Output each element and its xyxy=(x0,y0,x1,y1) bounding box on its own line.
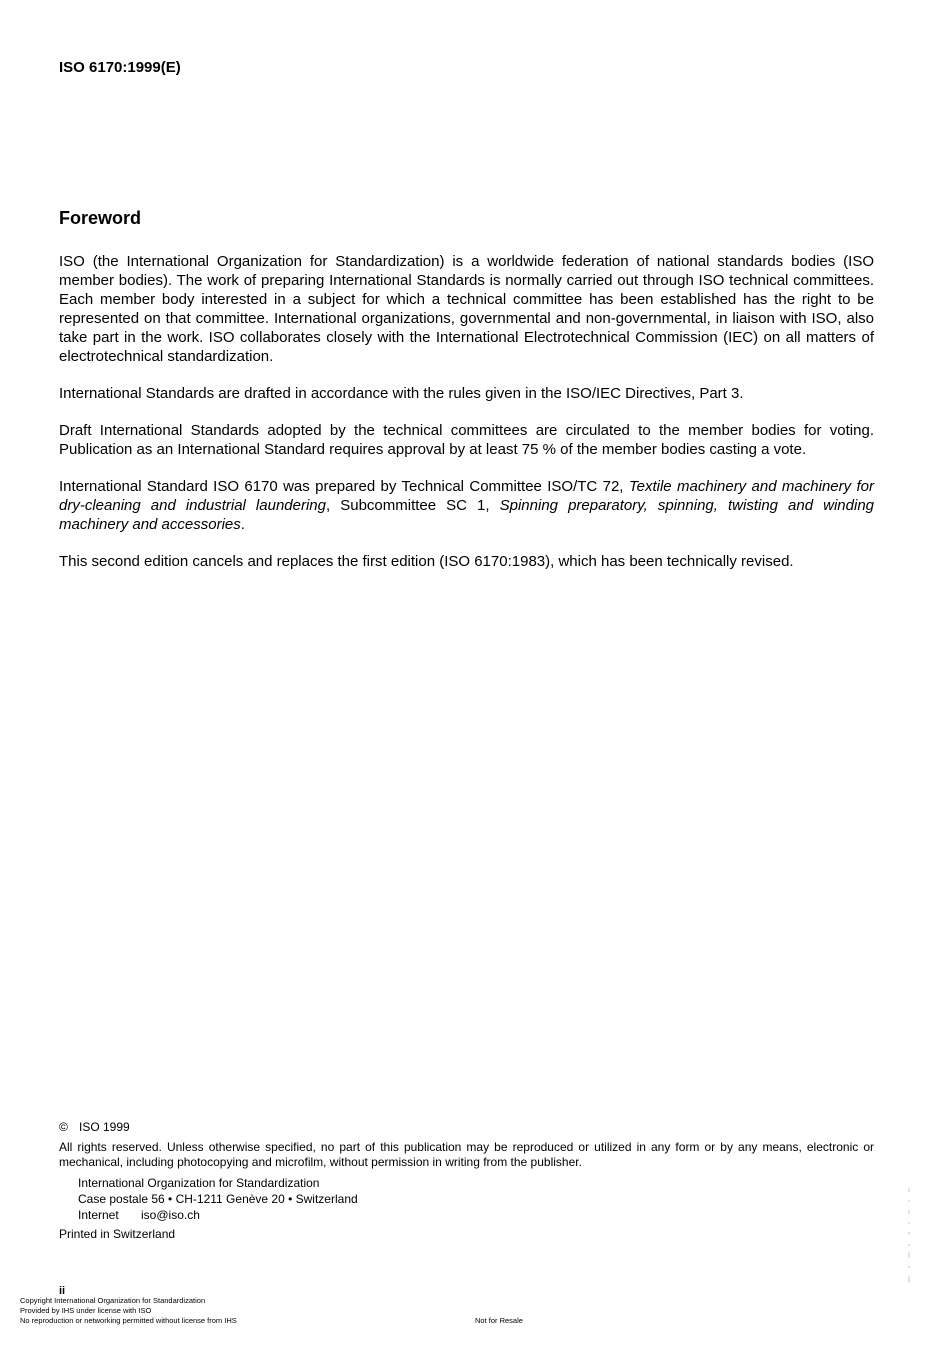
footer-line-3: No reproduction or networking permitted without license from IHS xyxy=(20,1316,237,1325)
copyright-text: ISO 1999 xyxy=(79,1120,130,1134)
rights-notice: All rights reserved. Unless otherwise specified, no part of this publication may be reproduced or utilized in any form or by any means, electronic or mechanical, including photocopying and microfilm, without permission in writing from the publisher. xyxy=(59,1140,874,1169)
footer-line-1: Copyright International Organization for Standardization xyxy=(20,1296,206,1305)
publisher-address xyxy=(78,1175,874,1223)
foreword-paragraph-5: This second edition cancels and replaces the first edition (ISO 6170:1983), which has been technically revised. xyxy=(59,553,794,570)
not-for-resale: Not for Resale xyxy=(475,1316,523,1325)
internet-label: Internet xyxy=(78,1208,119,1222)
foreword-paragraph-3: Draft International Standards adopted by the technical committees are circulated to the member bodies for voting. Publication as an International Standard requires approval by at least 75 % of the member bodies casting a vote. xyxy=(59,422,874,458)
copyright-line xyxy=(59,1120,874,1135)
footer-line-2: Provided by IHS under license with ISO xyxy=(20,1306,152,1315)
foreword-paragraph-1: ISO (the International Organization for Standardization) is a worldwide federation of national standards bodies (ISO member bodies). The work of preparing International Standards is normally carried out through ISO technical committees. Each member body interested in a subject for which a technical committee has been established has the right to be represented on that committee. International organizations, governmental and non-governmental, in liaison with ISO, also take part in the work. ISO collaborates closely with the International Electrotechnical Commission (IEC) on all matters of electrotechnical standardization. xyxy=(59,253,874,365)
page-number: ii xyxy=(59,1285,66,1297)
edge-watermark-marks xyxy=(906,1188,912,1284)
printed-in: Printed in Switzerland xyxy=(59,1227,176,1241)
subcommittee-title: Spinning preparatory, spinning, twisting and winding machinery and accessories xyxy=(59,497,875,533)
internet-email: iso@iso.ch xyxy=(141,1208,200,1222)
license-footer xyxy=(20,1296,237,1326)
address-line-1: International Organization for Standardization xyxy=(78,1176,320,1190)
foreword-paragraph-2: International Standards are drafted in accordance with the rules given in the ISO/IEC Directives, Part 3. xyxy=(59,385,744,402)
committee-title: Textile machinery and machinery for dry-cleaning and industrial laundering xyxy=(59,478,874,514)
address-line-2: Case postale 56 • CH-1211 Genève 20 • Switzerland xyxy=(78,1192,358,1206)
foreword-paragraph-4 xyxy=(59,477,874,534)
internet-line xyxy=(78,1207,874,1223)
copyright-symbol: © xyxy=(59,1120,68,1134)
standard-id-header: ISO 6170:1999(E) xyxy=(59,59,181,76)
copyright-block xyxy=(59,1120,874,1242)
foreword-title: Foreword xyxy=(59,208,142,228)
para4-text-3: . xyxy=(240,516,245,533)
foreword-body xyxy=(59,252,874,571)
para4-text-1: International Standard ISO 6170 was prepared by Technical Committee ISO/TC 72, xyxy=(59,478,629,495)
para4-text-2: , Subcommittee SC 1, xyxy=(326,497,500,514)
